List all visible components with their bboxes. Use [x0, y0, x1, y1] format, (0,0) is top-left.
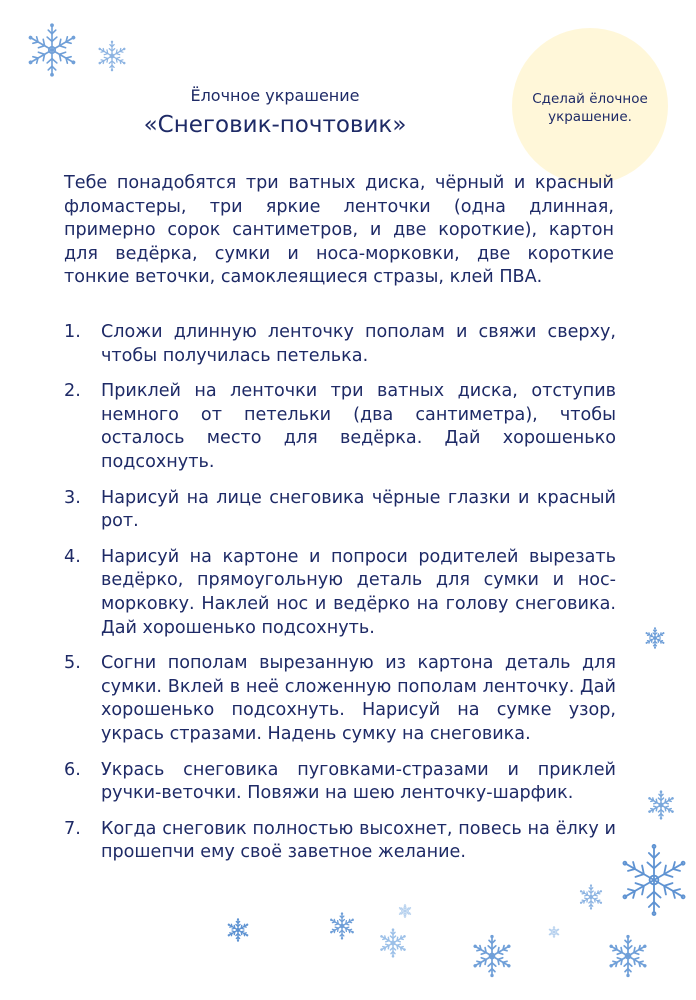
- step-item: [64, 652, 616, 746]
- tip-badge-text: Сделай ёлочное украшение.: [532, 91, 648, 125]
- steps-list: [64, 321, 616, 877]
- step-text: Нарисуй на лице снеговика чёрные глазки и красный рот.: [101, 487, 616, 532]
- step-number: 1.: [64, 322, 81, 342]
- snowflake-icon: [24, 22, 80, 78]
- snowflake-icon: [578, 884, 604, 910]
- step-number: 2.: [64, 381, 81, 402]
- snowflake-icon: [226, 918, 250, 942]
- snowflake-icon: [606, 934, 650, 978]
- step-item: [64, 487, 616, 534]
- step-text: Укрась снеговика пуговками-стразами и приклей ручки-веточки. Повяжи на шею ленточку-шарфик.: [101, 759, 616, 804]
- step-item: [64, 759, 616, 806]
- snowflake-icon: [644, 627, 666, 649]
- step-item: [64, 321, 616, 368]
- step-text: Когда снеговик полностью высохнет, повесь на ёлку и прошепчи ему своё заветное желание.: [101, 818, 616, 863]
- tip-badge: [512, 28, 668, 184]
- snowflake-icon: [470, 934, 514, 978]
- step-text: Согни пополам вырезанную из картона деталь для сумки. Вклей в неё сложенную пополам ленточку. Дай хорошенько подсохнуть. Нарисуй на сумке узор, укрась стразами. Надень сумку на снеговика.: [101, 653, 616, 744]
- snowflake-icon: [328, 912, 356, 940]
- step-item: [64, 380, 616, 474]
- snowflake-icon: [548, 926, 560, 938]
- page-subtitle: Ёлочное украшение: [190, 86, 360, 105]
- step-number: 6.: [64, 759, 81, 780]
- step-text: Нарисуй на картоне и попроси родителей вырезать ведёрко, прямоугольную деталь для сумки и носморковку. Наклей нос и ведёрко на голову снеговика. Дай хорошенько подсохнуть.: [101, 546, 616, 638]
- page-title: «Снеговик-почтовик»: [143, 112, 407, 138]
- step-text: Сложи длинную ленточку пополам и свяжи сверху, чтобы получилась петелька.: [101, 322, 616, 366]
- step-item: [64, 818, 616, 865]
- materials-intro: Тебе понадобятся три ватных диска, чёрный и красный фломастеры, три яркие ленточки (одна длинная, примерно сорок сантиметров, и две короткие), картон для ведёрка, сумки и носа-морковки, две короткие тонкие веточки, самоклеящиеся стразы, клей ПВА.: [64, 173, 614, 288]
- snowflake-icon: [646, 790, 676, 820]
- step-number: 7.: [64, 818, 81, 839]
- step-number: 5.: [64, 653, 81, 674]
- snowflake-icon: [616, 842, 692, 918]
- snowflake-icon: [96, 40, 128, 72]
- step-number: 4.: [64, 546, 81, 567]
- step-text: Приклей на ленточки три ватных диска, отступив немного от петельки (два сантиметра), чтобы осталось место для ведёрка. Дай хорошенько подсохнуть.: [101, 381, 616, 472]
- step-item: [64, 546, 616, 640]
- step-number: 3.: [64, 487, 81, 508]
- snowflake-icon: [378, 928, 408, 958]
- snowflake-icon: [398, 904, 412, 918]
